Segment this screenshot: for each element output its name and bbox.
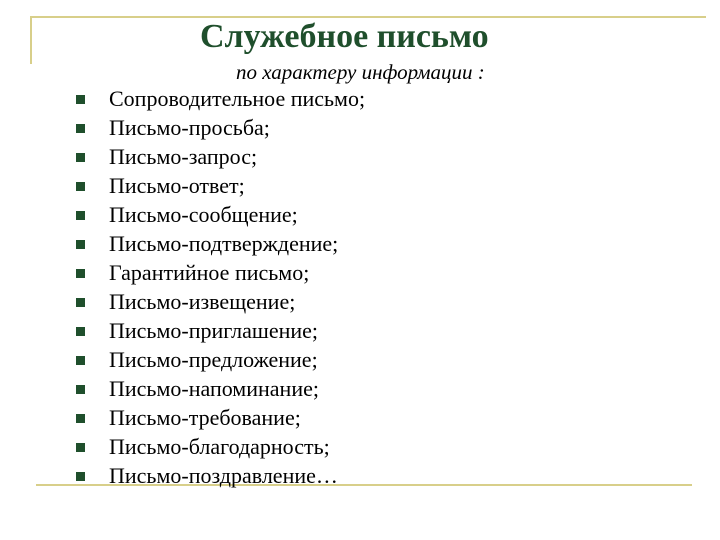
list-item-text: Письмо-напоминание; bbox=[109, 375, 319, 401]
slide-title: Служебное письмо bbox=[200, 18, 489, 55]
list-item-text: Письмо-приглашение; bbox=[109, 317, 319, 343]
list-item-text: Гарантийное письмо; bbox=[109, 259, 310, 285]
list-item bbox=[76, 113, 365, 142]
square-bullet-icon bbox=[76, 356, 85, 365]
square-bullet-icon bbox=[76, 240, 85, 249]
list-item bbox=[76, 374, 365, 403]
square-bullet-icon bbox=[76, 327, 85, 336]
square-bullet-icon bbox=[76, 269, 85, 278]
list-item-text: Письмо-просьба; bbox=[109, 114, 270, 140]
list-item-text: Письмо-подтверждение; bbox=[109, 230, 339, 256]
list-item-text: Письмо-требование; bbox=[109, 404, 301, 430]
list-item bbox=[76, 345, 365, 374]
list-item bbox=[76, 171, 365, 200]
square-bullet-icon bbox=[76, 95, 85, 104]
square-bullet-icon bbox=[76, 298, 85, 307]
square-bullet-icon bbox=[76, 414, 85, 423]
list-item-text: Письмо-запрос; bbox=[109, 143, 258, 169]
list-item bbox=[76, 461, 365, 490]
list-item-text: Письмо-сообщение; bbox=[109, 201, 298, 227]
letter-types-list bbox=[76, 84, 365, 490]
list-item-text: Письмо-поздравление… bbox=[109, 462, 338, 488]
square-bullet-icon bbox=[76, 153, 85, 162]
list-item-text: Письмо-предложение; bbox=[109, 346, 318, 372]
list-item-text: Сопроводительное письмо; bbox=[109, 85, 366, 111]
square-bullet-icon bbox=[76, 182, 85, 191]
list-item bbox=[76, 403, 365, 432]
list-item-text: Письмо-благодарность; bbox=[109, 433, 330, 459]
square-bullet-icon bbox=[76, 385, 85, 394]
list-item bbox=[76, 258, 365, 287]
slide-subtitle: по характеру информации : bbox=[236, 60, 485, 84]
square-bullet-icon bbox=[76, 211, 85, 220]
list-item-text: Письмо-извещение; bbox=[109, 288, 296, 314]
list-item bbox=[76, 287, 365, 316]
list-item bbox=[76, 316, 365, 345]
frame-left-line bbox=[30, 16, 32, 64]
square-bullet-icon bbox=[76, 124, 85, 133]
square-bullet-icon bbox=[76, 443, 85, 452]
list-item bbox=[76, 84, 365, 113]
list-item bbox=[76, 432, 365, 461]
list-item bbox=[76, 229, 365, 258]
square-bullet-icon bbox=[76, 472, 85, 481]
list-item bbox=[76, 142, 365, 171]
list-item bbox=[76, 200, 365, 229]
list-item-text: Письмо-ответ; bbox=[109, 172, 245, 198]
